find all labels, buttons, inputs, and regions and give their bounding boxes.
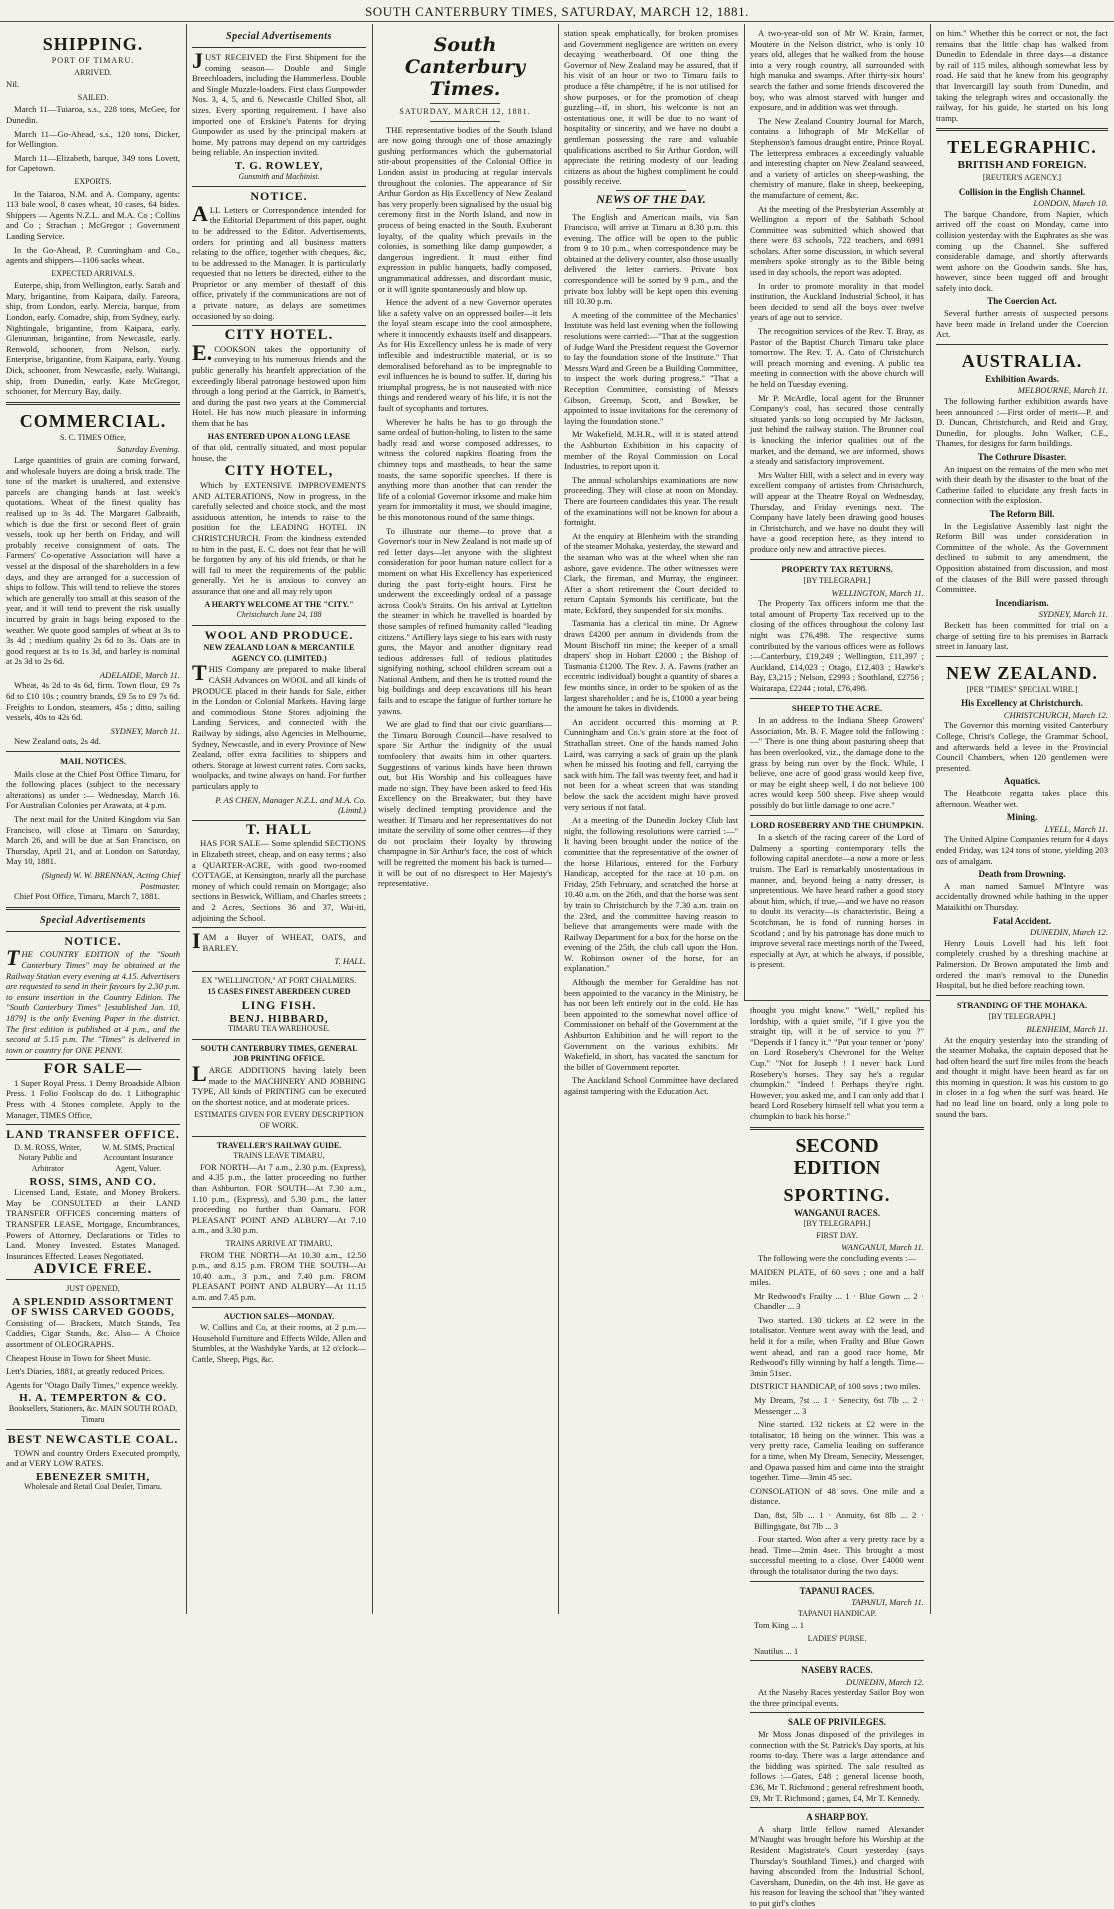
race-title: CONSOLATION of 48 sovs. One mile and a distance. bbox=[750, 1485, 924, 1507]
special-ads-heading: Special Advertisements bbox=[226, 31, 332, 42]
news-kicker: Death from Drowning. bbox=[978, 869, 1066, 880]
divider bbox=[192, 820, 366, 821]
dateline: WANGANUI, March 11. bbox=[841, 1242, 924, 1253]
lease-text: of that old, centrally situated, and most popular house, the bbox=[192, 442, 366, 463]
masthead: SOUTH CANTERBURY TIMES, SATURDAY, MARCH 12, 1881. bbox=[0, 0, 1114, 22]
divider bbox=[192, 325, 366, 326]
newcastle-heading: BEST NEWCASTLE COAL. bbox=[7, 1432, 179, 1447]
news-item: Mrs Walter Hill, with a select and in every way excellent company of artistes from Christchurch, will appear at the Theatre Royal on Wednesday, Thursday, and Friday evenings next. The Company have lately been drawing good houses in Christchurch, and we have no doubt they will have a good reception here, as they intend to produce only new and attractive pieces. bbox=[750, 469, 924, 554]
divider bbox=[192, 186, 366, 187]
divider bbox=[750, 1807, 924, 1808]
news-item: The following further exhibition awards have been announced :—First order of merit—P. and D. Duncan, Christchurch, and Reid and Gray, Dunedin, for ploughs. John Walker, C.E., Thames, for designs for farm buildings. bbox=[936, 396, 1108, 449]
dateline: LONDON, March 10. bbox=[1033, 198, 1108, 209]
race-notes: Four started. Won after a very pretty race by a head. Time—2min 4sec. This brought a most successful meeting to a close. Over £4000 went through the totalisator during the two days. bbox=[750, 1534, 924, 1576]
arrived-text: Nil. bbox=[6, 79, 20, 90]
dateline: BLENHEIM, March 11. bbox=[1026, 1023, 1108, 1034]
dateline: ADELAIDE, March 11. bbox=[99, 669, 180, 680]
dateline: DUNEDIN, March 12. bbox=[846, 1676, 924, 1687]
news-item: A meeting of the committee of the Mechanics' Institute was held last evening when the following resolutions were carried:—"That at the suggestion of Judge Ward the President request the Governor to lay the foundation stone of the Institute." That Messrs Ward and Green be a Building Committee, to inspect the work during progress." "That a Reception Committee, consisting of Messrs Gibson, Greenup, Scott, and Bowker, be appointed to issue invitations for the ceremony of laying the foundation stone." bbox=[564, 309, 738, 426]
divider bbox=[750, 1127, 924, 1130]
sheep-text: In an address to the Indiana Sheep Growers' Association, Mr. B. F. Magee told the following :—" There is one thing about pasturing sheep that has been overlooked, viz., the damage done to the grass by being run over by the flock. While, I believe, one acre of good grass would keep five, or may be eight sheep well, I do not believe 100 acres would keep 500 sheep. Five sheep would possibly do but little damage to one acre." bbox=[750, 715, 924, 810]
column-2 bbox=[186, 24, 372, 1614]
hibbard-sub: TIMARU TEA WAREHOUSE. bbox=[228, 1024, 330, 1034]
partner-left: D. M. ROSS, Writer, Notary Public and Arbitrator bbox=[14, 1142, 82, 1174]
tax-heading: PROPERTY TAX RETURNS. bbox=[781, 563, 893, 574]
tax-text: The Property Tax officers inform me that the total amount of Property Tax received up to the closing of the offices throughout the colony last night was £76,498. The respective sums contributed by the various offices were as follows :—Canterbury, £19,249 ; Wellington, £11,397 ; Auckland, £14,023 ; Otago, £12,403 ; Hawke's Bay, £3,215 ; Nelson, £2993 ; Southland, £2756 ; Wairarapa, £2244 ; total, £76,498. bbox=[750, 598, 924, 694]
city-hotel-heading: CITY HOTEL, bbox=[224, 463, 334, 480]
telegraphic-heading: TELEGRAPHIC. bbox=[947, 137, 1097, 158]
just-opened: JUST OPENED, bbox=[66, 1283, 120, 1293]
divider bbox=[6, 1124, 180, 1125]
mail-office: Chief Post Office, Timaru, March 7, 1881. bbox=[14, 891, 160, 902]
notice-heading: NOTICE. bbox=[64, 933, 122, 948]
partner-right: W. M. SIMS, Practical Accountant Insurance Agent, Valuer. bbox=[101, 1142, 175, 1174]
news-item: The recognition services of the Rev. T. Bray, as Pastor of the Baptist Church Timaru take place tomorrow. The Rev. T. A. Cato of Christchurch will preach morning and evening. A public tea meeting in connection with the above church will be held on Tuesday evening. bbox=[750, 326, 924, 389]
news-item: At the meeting of the Presbyterian Assembly at Wellington a report of the Sabbath School Committee was submitted which showed that there were 83 schools, 722 teachers, and 6991 scholars. After some discussion, in which several members spoke strongly as to the Bible being used in day schools, the report was adopted. bbox=[750, 203, 924, 278]
race-results: Nautilus ... 1 bbox=[754, 1645, 799, 1656]
divider bbox=[936, 656, 1108, 657]
cases-line: 15 CASES FINEST ABERDEEN CURED bbox=[207, 986, 351, 996]
trains-leave: TRAINS LEAVE TIMARU, bbox=[233, 1151, 325, 1161]
auction-text: W. Collins and Co, at their rooms, at 2 p.m.—Household Furniture and Effects Wilde, Allen and Stumbles, at the Washdyke Yards, at 12 o'clock—Cattle, Sheep, Pigs, &c. bbox=[192, 1322, 366, 1364]
commercial-heading: COMMERCIAL. bbox=[19, 410, 167, 431]
race-notes: Two started. 130 tickets at £2 were in the totalisator. Venture went away with the lead, and held it for a mile, when Frailty and Blue Gown went ahead, and ran a good race home, Mr Redwood's filly winning by half a length. Time—3min 51sec. bbox=[750, 1314, 924, 1378]
editorial-paragraph: To illustrate our theme—to prove that a Governor's tour in New Zealand is not made up of red letter days—let anyone with the slightest consideration for poor human nature collect for a moment on what His Excellency has experienced during the past forty-eight hours. First he underwent the exceedingly ordeal of a passage across Cook's Straits. On his arrival at Lyttelton the steamer in which he travelled is boarded by those samples of refined humanity called "leading citizens." Artillery lays siege to his ears with rusty guns, the Mayor and another dignitary read tedious addresses full of tedious platitudes signifying nothing, school children scream out a National Anthem, and then he is trotted round the big buildings and deep excavations till his heart fails and to escape the fatigue of further torture he yawns. bbox=[378, 525, 552, 716]
jobbing-text: LARGE ADDITIONS having lately been made to the MACHINERY AND JOBBING TYPE, All kinds of PRINTING can be executed on the shortest notice, and at moderate prices. bbox=[192, 1061, 366, 1107]
divider bbox=[6, 931, 180, 932]
city-hotel-text: Which by EXTENSIVE IMPROVEMENTS AND ALTERATIONS, Now in progress, in the carefully selected and choice stock, and the most assiduous attention, he intends to raise to the position for the LEADING HOTEL IN CHRISTCHURCH. From the kindness extended to him in the past, E. C. does not fear that he will be forgotten by any of his old friends, or that he will fail to meet the requirements of the public generally. Yet he is anxious to convey an assurance that one and all may rely upon bbox=[192, 479, 366, 596]
welcome-line: A HEARTY WELCOME AT THE "CITY." bbox=[204, 599, 354, 609]
divider bbox=[430, 103, 500, 104]
city-hotel-heading: CITY HOTEL. bbox=[224, 327, 334, 344]
divider bbox=[616, 208, 686, 209]
race-results: My Dream, 7st ... 1 · Senecity, 6st 7lb ... 2 · Messenger ... 3 bbox=[754, 1395, 924, 1416]
privileges-text: Mr Moss Jonas disposed of the privileges in connection with the St. Patrick's Day sports, at his rooms to-day. There was a large attendance and the bidding was spirited. The sale resulted as follows :—Gates, £48 ; general license booth, £36, Mr T. Richmond ; general refreshment booth, £9, Mr T. Richmond ; games, £4, Mr T. Kennedy. bbox=[750, 1729, 924, 1803]
naseby-text: At the Naseby Races yesterday Sailor Boy won the three principal events. bbox=[750, 1687, 924, 1708]
news-item: Henry Louis Lovell had his left foot completely crushed by a threshing machine at Palmerston. Dr Brown amputated the limb and ordered the man's removal to the Dunedin Hospital, but he died before reaching town. bbox=[936, 937, 1108, 991]
mail-signature: (Signed) W. W. BRENNAN, Acting Chief Postmaster. bbox=[41, 869, 180, 891]
arrive-text: FROM THE NORTH—At 10.30 a.m., 12.50 p.m., and 8.15 p.m. FROM THE SOUTH—At 10.40 a.m., 3 p.m., and 7.40 p.m. FROM PLEASANT POINT AND ALBURY—At 11.15 a.m. and 7.45 p.m. bbox=[192, 1249, 366, 1302]
hall-signature: T. HALL. bbox=[334, 956, 366, 967]
news-item: In order to promote morality in that model institution, the Auckland Industrial School, it has been decided to send all the boys over twelve years of age out to service. bbox=[750, 280, 924, 323]
column-3 bbox=[372, 24, 558, 1614]
exports-item: In the Taiaroa, N.M. and A. Company, agents: 113 bale wool, 8 cases wheat, 10 cases, 64 hides. Shippers — Agents N.Z.L. and M.A. Co ; Collins and Co ; Strachan ; McGregor ; Government Landing Service. bbox=[6, 188, 180, 241]
sydney-text: New Zealand oats, 2s 4d. bbox=[14, 736, 101, 747]
welcome-sub: Christchurch June 24, 188 bbox=[236, 610, 322, 620]
newcastle-text: TOWN and country Orders Executed promptly, and at VERY LOW RATES. bbox=[6, 1447, 180, 1469]
wool-heading: WOOL AND PRODUCE. bbox=[204, 627, 354, 642]
dateline: WELLINGTON, March 11. bbox=[831, 587, 924, 598]
assortment-text: Consisting of— Brackets, Match Stands, Tea Caddies, Cigar Stands, &c. Also— A Choice assortment of OLEOGRAPHS. bbox=[6, 1317, 180, 1349]
divider bbox=[750, 1660, 924, 1661]
sailed-item: March 11—Tuiaroa, s.s., 228 tons, McGee, for Dunedin. bbox=[6, 104, 180, 125]
mail-heading: MAIL NOTICES. bbox=[60, 756, 126, 767]
for-sale-heading: FOR SALE— bbox=[43, 1061, 143, 1078]
stranding-text: At the enquiry yesterday into the stranding of the steamer Mohaka, the captain deposed that he had often heard the surf fire miles from the beach and thought it might have been heard as far on this morning in question. It was his custom to go in closer in a fog when the surf was heard. He had no lead line on board, only a long pole to sound the bars. bbox=[936, 1034, 1108, 1119]
hall-text: HAS FOR SALE— Some splendid SECTIONS in Elizabeth street, cheap, and on easy terms ; also a QUARTER-ACRE, with good two-roomed COTTAGE, at Kensington, nearly all the purchase money of which could remain on Mortgage; also sections in Beswick, William, and Charles streets ; and 2 Acres, Sections 36 and 37, Wai-iti, adjoining the School. bbox=[192, 838, 366, 923]
race-text: The following were the concluding events :— bbox=[758, 1252, 916, 1263]
reuter-agency: [REUTER'S AGENCY.] bbox=[982, 172, 1062, 182]
dateline: DUNEDIN, March 12. bbox=[1030, 927, 1108, 938]
privileges-heading: SALE OF PRIVILEGES. bbox=[788, 1717, 886, 1728]
divider bbox=[192, 47, 366, 48]
news-item: The New Zealand Country Journal for March, contains a lithograph of Mr McKellar of Stephenson's famous draught entire, Prince Royal. The letterpress embraces a exceedingly valuable and interesting chapter on New Zealand seaweed, and a variety of articles on sheep-washing, the chemistry of manure, flake in sheep, beekeeping, the manufacture of cement, &c. bbox=[750, 115, 924, 200]
smith-name: EBENEZER SMITH, bbox=[35, 1470, 151, 1483]
railway-heading: TRAVELLER'S RAILWAY GUIDE. bbox=[216, 1140, 342, 1150]
rowley-text: JUST RECEIVED the First Shipment for the coming season— Double and Single Breechloaders, including the Hammerless. Double and Single Muzzle-loaders. First class Gunpowder Nos. 3, 4, 5, and 6. Newcastle Chilled Shot, all sizes. Every sporting requirement. I have also imported one of Erskine's Patents for drying Gunpowder as used by the principal makers at home. My patrons may depend on my cartridges being reliable. An inspection invited. bbox=[192, 48, 366, 158]
letts-diaries: Lett's Diaries, 1881, at greatly reduced Prices. bbox=[6, 1366, 165, 1377]
race-title: LADIES' PURSE. bbox=[807, 1633, 867, 1643]
sporting-heading: SPORTING. bbox=[783, 1184, 891, 1205]
dateline: LYELL, March 11. bbox=[1044, 823, 1108, 834]
news-item: A man named Samuel M'Intyre was accidentally drowned while bathing in the upper Mataikithi on Thursday. bbox=[936, 880, 1108, 912]
race-title: DISTRICT HANDICAP, of 100 sovs ; two miles. bbox=[750, 1381, 921, 1392]
news-item: Mr P. McArdle, local agent for the Brunner Company's coal, has secured those centrally situated yards so long occupied by Mr Jackson, just behind the railway station. The Brunner coal is knocking the inferior qualities out of the market, and the demand, we are informed, shows a steady and satisfactory improvement. bbox=[750, 392, 924, 467]
news-item: The United Alpine Companies return for 4 days ended Friday, was 124 tons of stone, yielding 203 ozs of amalgam. bbox=[936, 834, 1108, 866]
race-notes: Nine started. 132 tickets at £2 were in the totalisator, 18 being on the winner. This was a very pretty race, Camelia leading on sufferance for a time, when My Dream, Senecity, Messenger, and Opawa passed him and came into the straight together. Time—3min 45 sec. bbox=[750, 1419, 924, 1483]
divider bbox=[750, 559, 924, 560]
news-item: The Auckland School Committee have declared against tampering with the Education Act. bbox=[564, 1075, 738, 1096]
dateline: SYDNEY, March 11. bbox=[110, 725, 180, 736]
auction-heading: AUCTION SALES—MONDAY. bbox=[223, 1311, 335, 1321]
sharp-boy-text: A sharp little fellow named Alexander M'Naught was brought before his Worship at the Resident Magistrate's Court yesterday (says Thursday's Southland Times,) and charged with having absconded from the Industrial School, Caversham, Dunedin, on the 4th inst. He gave as his reason for leaving the school that "they wanted to put girl's clothes bbox=[750, 1823, 924, 1908]
divider bbox=[6, 1279, 180, 1280]
column-4 bbox=[558, 24, 744, 1614]
jobbing-heading: SOUTH CANTERBURY TIMES, GENERAL JOB PRINTING OFFICE. bbox=[200, 1043, 358, 1064]
divider bbox=[750, 1712, 924, 1713]
news-item: on him." Whether this be correct or not, the fact remains that the little chap has walked from Dunedin to Edendale in three days—a distance by rail of 115 miles, although somewhat less by road. He said that he knew from his geography that Invercargill lay south from Dunedin, and taking the telegraph wires and occasionally the railway, for his guide, he started on his long tramp. bbox=[936, 28, 1108, 123]
race-title: MAIDEN PLATE, of 60 sovs ; one and a half miles. bbox=[750, 1266, 924, 1288]
news-kicker: The Cothrure Disaster. bbox=[977, 452, 1067, 462]
news-kicker: Aquatics. bbox=[1003, 776, 1041, 787]
dateline: SYDNEY, March 11. bbox=[1038, 609, 1108, 620]
news-item: The annual scholarships examinations are now proceeding. They will close at noon on Monday. There are fourteen candidates this year. The result of the examinations will not be known for about a fortnight. bbox=[564, 474, 738, 528]
editorial-paragraph: THE representative bodies of the South Island are now going through one of those amazingly gushing performances which the gubernatorial stir-about propensities of the Colonial Office in London assist in producing at regular intervals throughout the colonies. The appearance of Sir Arthur Gordon as His Excellency of New Zealand has very properly been signalised by the usual big ceremony first in the North Island, and now in process of being enacted in the South. Exuberant loyalty, of the quality which prevails in the colonies, is something like damp gunpowder, a dangerous ingredient. It must either find expression in public banquets, badly composed, ungrammatical addresses, and discordant music, or it will ignite spontaneously and blow up. bbox=[378, 124, 552, 294]
divider bbox=[192, 1039, 366, 1040]
otago-agents: Agents for "Otago Daily Times," expence weekly. bbox=[6, 1379, 179, 1390]
mail-text: Mails close at the Chief Post Office Timaru, for the following places (subject to the necessary alterations) as under :— Wednesday, March 16. For Australian Colonies per Arawata, at 4 p.m. bbox=[6, 768, 180, 811]
cookson-text: E.COOKSON takes the opportunity of conveying to his numerous friends and the public generally his heartfelt appreciation of the exceedingly liberal patronage bestowed upon him through a long period at the Garrick, in Barnett's, and during the past two years at the Commercial Hotel. He has now much pleasure in informing them that he has bbox=[192, 339, 366, 428]
land-transfer-heading: LAND TRANSFER OFFICE. bbox=[6, 1127, 180, 1142]
divider bbox=[6, 402, 180, 405]
editorial-paragraph: We are glad to find that our civic guardians—the Timaru Borough Council—have resolved to spare Sir Arthur the indignity of the usual tomfoolery that awaits him in other quarters. Suggestions of various kinds have been thrown out, but His Worship and his colleagues have made no sign. They have been asked to feed His Excellency on the Breakwater, but they have wisely declined tempting providence and the weather. If Timaru and her representatives do not imitate the servility of some other centres—if they do not proclaim their loyalty by throwing champagne in Sir Arthur's face, the cost of which will be regretted the moment his back is turned—it will be out of no disrespect to Her Majesty's representative. bbox=[378, 719, 552, 889]
news-item: The barque Chandore, from Napier, which arrived off the coast on Monday, came into collision yesterday with the Euphrates as she was coming up the Channel. She suffered considerable damage, and shortly afterwards went ashore on the Goodwin sands. She has, however, since been tugged off and brought safely into dock. bbox=[936, 208, 1108, 293]
divider bbox=[192, 971, 366, 972]
news-kicker: Mining. bbox=[1006, 812, 1038, 823]
paper-nameplate: South Canterbury Times. bbox=[404, 34, 526, 100]
news-kicker: Fatal Accident. bbox=[993, 915, 1051, 926]
news-item: Several further arrests of suspected persons have been made in Ireland under the Coercion Act. bbox=[936, 308, 1108, 340]
port-heading: PORT OF TIMARU. bbox=[51, 56, 135, 65]
race-results: Tom King ... 1 bbox=[754, 1620, 805, 1631]
shipping-heading: SHIPPING. bbox=[42, 34, 144, 54]
notice-heading: NOTICE. bbox=[250, 189, 308, 204]
column-5-lower bbox=[744, 1000, 930, 1908]
news-kicker: The Coercion Act. bbox=[987, 296, 1057, 307]
nzl-heading: NEW ZEALAND LOAN & MERCANTILE AGENCY CO. (LIMITED.) bbox=[203, 643, 355, 663]
divider bbox=[750, 1581, 924, 1582]
sailed-item: March 11—Go-Ahead, s.s., 120 tons, Dicker, for Wellington. bbox=[6, 128, 180, 150]
temperton-sub: Booksellers, Stationers, &c. MAIN SOUTH ROAD, Timaru bbox=[8, 1403, 178, 1424]
sharp-boy-heading: A SHARP BOY. bbox=[806, 1812, 868, 1823]
trains-arrive: TRAINS ARRIVE AT TIMARU, bbox=[225, 1238, 333, 1248]
dateline: MELBOURNE, March 11. bbox=[1017, 385, 1108, 396]
leave-text: FOR NORTH—At 7 a.m., 2.30 p.m. (Express), and 4.35 p.m., the latter proceeding no further than Ashburton. FOR SOUTH—At 7.30 a.m., 1.10 p.m., (Express), and 5.30 p.m., the latter proceeding no further than Oamaru. FOR PLEASANT POINT AND ALBURY—At 7.10 a.m., and 3.30 p.m. bbox=[192, 1161, 366, 1236]
nzl-signature: P. AS CHEN, Manager N.Z.L. and M.A. Co. (Limtd.) bbox=[215, 794, 366, 816]
news-item: An inquest on the remains of the men who met with their death by the disaster to the boat of the Catherine failed to elucidate any fresh facts in connection with the explosion. bbox=[936, 463, 1108, 506]
race-results: Dan, 8st, 5lb ... 1 · Annuity, 6st 8lb ... 2 · Billingsgate, 8st 7lb ... 3 bbox=[754, 1509, 924, 1531]
divider bbox=[936, 995, 1108, 996]
rosebery-text: In a sketch of the racing career of the Lord of Dalmeny a sporting contemporary tells the following capital anecdote—a now a more or less truism. The Earl is remarkably unostentatious in manner, and, beyond being a natty dresser, is unpretentious. We have heard rather a good story about him, which, if true,—and we have no reason to doubt its veracity—is characteristic. Being a Scotchman, he is fond of running horses in Scotland ; and by his patronage has done much to improve several race meetings north of the Tweed, especially at Ayr, at which he always, if possible, is present. bbox=[750, 832, 924, 970]
sailed-item: March 11—Elizabeth, barque, 349 tons Lovett, for Capetown. bbox=[6, 152, 180, 174]
news-kicker: His Excellency at Christchurch. bbox=[961, 698, 1083, 709]
land-text: Licensed Land, Estate, and Money Brokers. May be CONSULTED at their LAND TRANSFER OFFICES concerning matters of TRANSFER LEASE, Mortgage, Encumbrances, Powers of Attorney, Declarations or Titles to Land. Money Invested. Estates Managed. Insurances Effected. Leases Negotiated. bbox=[6, 1187, 180, 1261]
tapanui-heading: TAPANUI RACES. bbox=[799, 1585, 875, 1596]
naseby-heading: NASEBY RACES. bbox=[801, 1665, 873, 1676]
news-item: At the enquiry at Blenheim with the stranding of the steamer Mohaka, yesterday, the steward and the seaman who was at the wheel when she ran ashore, gave evidence. The other witnesses were Clark, the fireman, and Murray, the engineer. After a short retirement the Court decided to return Captain Symonds his certificate, but the mate, Eckford, they suspended for six months. bbox=[564, 530, 738, 615]
news-kicker: Exhibition Awards. bbox=[985, 373, 1059, 384]
news-item: The Heathcote regatta takes place this afternoon. Weather wet. bbox=[936, 788, 1108, 809]
wanganui-heading: WANGANUI RACES. bbox=[793, 1207, 880, 1218]
divider bbox=[936, 128, 1108, 131]
expected-label: EXPECTED ARRIVALS. bbox=[51, 268, 135, 278]
divider bbox=[192, 927, 366, 928]
news-kicker: The Reform Bill. bbox=[989, 508, 1055, 519]
rosebery-continuation: thought you might know." "Well," replied his lordship, with a quiet smile, "if I give you the straight tip, will it be of service to you ?" "Depends if I fancy it." "Put your tenner or 'pony' on Lord Rosebery's Chevronel for the Welter Cup." "Not for Joseph ! I never back Lord Rosebery's horses. They say he's a regular chumpkin." "Indeed ! Perhaps they're right. However, you asked me, and I can only add that I heard Lord Rosebery himself tell what you term a chumpkin to back his horse." bbox=[750, 1005, 924, 1121]
divider bbox=[6, 1429, 180, 1430]
divider bbox=[192, 1136, 366, 1137]
editorial-paragraph: Hence the advent of a new Governor operates like a safety valve on an oppressed boiler—it lets the loyal steam escape into the cool atmosphere, where it innocently exhausts itself and disappears. As for His Excellency unless he is made of very inflexible and indestructible material, or is so demoralised beforehand as to be impregnable to evil influences he is bound to suffer. If, during his triumphal progress, he is not nauseated with nice things and rendered weary of his life, it is not the fault of sycophants and tortures. bbox=[378, 297, 552, 414]
expected-text: Euterpe, ship, from Wellington, early. Sarah and Mary, brigantine, from Kaipara, daily. Fareora, ship, from London, early. Mercia, barque, from London, early. Comadre, ship, from Sydney, early. Nightingale, brigantine, from Kaipara, early. Glenunman, brigantine, from Newcastle, early. Renwold, schooner, from Nelson, early. Enterprise, brigantine, from Kaipara, early. Young Dick, schooner, from Newcastle, early. Waitangi, ship, from Dunedin, early. Kate McGregor, schooner, for Mercury Bay, daily. bbox=[6, 280, 180, 397]
adelaide-text: Wheat, 4s 2d to 4s 6d, firm. Town flour, £9 7s 6d to £10 10s ; country brands, £9 5s to £9 7s 6d. Freights to London, steamers, 45s ; ditto, sailing vessels, 40s to 42s 6d. bbox=[6, 680, 180, 723]
exports-item: In the Go-Ahead, P. Cunningham and Co., agents and shippers—1106 sacks wheat. bbox=[6, 244, 180, 266]
by-telegraph: [BY TELEGRAPH.] bbox=[803, 576, 871, 586]
editorial-paragraph: Wherever he halts he has to go through the same ordeal of button-holing, to listen to the same badly read and worse composed addresses, to witness the colored napkins floating from the chimney tops and mastheads, to hear the same toasts, the same soporific speeches. If there is anything more than another that can render the life of a colonial Governor irksome and make him yearn for immortality it must, we should imagine, be this monotonous round of the same things. bbox=[378, 416, 552, 522]
news-item: Although the member for Geraldine has not been appointed to the vacancy in the Ministry, he has not been left entirely out in the cold. He has been appointed to the somewhat novel office of Commissioner on behalf of the Government at the Ashburton Exhibition and he will report to the Government on the various exhibits. Mr Wakefield, in short, has vacated the sanctum for the billet of Government reporter. bbox=[564, 977, 738, 1072]
second-edition-heading: SECOND EDITION bbox=[793, 1134, 881, 1179]
divider bbox=[192, 625, 366, 626]
arrived-label: ARRIVED. bbox=[74, 67, 112, 77]
news-item: Mr Wakefield, M.H.R., will it is stated attend the Ashburton Exhibition in his capacity of member of the Royal Commission on Local Industries, to report upon it. bbox=[564, 429, 738, 472]
rowley-sub: Gunsmith and Machinist. bbox=[238, 171, 320, 181]
editorial-date: SATURDAY, MARCH 12, 1881. bbox=[399, 107, 531, 116]
hibbard-name: BENJ. HIBBARD, bbox=[229, 1012, 329, 1025]
special-wire: [PER "TIMES" SPECIAL WIRE.] bbox=[966, 684, 1078, 694]
notice-text: ALL Letters or Correspondence intended for the Editorial Department of this paper, ought to be addressed to the Editor. Advertisements, orders for printing and all business matters relating to the office, together with cheques, &c, to be addressed to the Manager. It is particularly requested that no letters be directed, either to the Proprietor or any member of thestaff of this office, privately if the communications are not of a private nature, as delays are sometimes occasioned by so doing. bbox=[192, 200, 366, 321]
land-firm-name: ROSS, SIMS, AND CO. bbox=[29, 1175, 157, 1188]
divider bbox=[936, 344, 1108, 345]
special-ads-heading: Special Advertisements bbox=[40, 914, 146, 926]
mail-text: The next mail for the United Kingdom via San Francisco, will close at Timaru on Saturday, March 26, and will be due at San Francisco, on Thursday, April 21, and at London on Saturday, May 10, 1881. bbox=[6, 814, 180, 867]
office-line: S. C. TIMES Office, bbox=[60, 432, 126, 442]
nzl-text: THIS Company are prepared to make liberal CASH Advances on WOOL and all kinds of PRODUCE placed in their hands for Sale, either in the London or Colonial Markets. Having large and commodious Stone Stores adjoining the Landing Services, and connected with the Railway by sidings, also Agencies in Melbourne, Sydney, Newcastle, and in every Province of New Zealand, offer extra facilities to shippers and others. Storage at lowest current rates. Corn sacks, woolpacks, and twine always on hand. For further particulars apply to bbox=[192, 660, 366, 791]
divider bbox=[6, 1059, 180, 1060]
assortment-heading: A SPLENDID ASSORTMENT OF SWISS CARVED GOODS, bbox=[11, 1295, 175, 1319]
advice-free: ADVICE FREE. bbox=[33, 1261, 153, 1278]
divider bbox=[430, 121, 500, 122]
news-item: In the Legislative Assembly last night the Reform Bill was under consideration in Committee of the whole. As the Government declined to submit to any amendment, the Opposition abstained from discussion, and most of the clauses of the Bill were passed through Committee. bbox=[936, 520, 1108, 595]
news-heading: NEWS OF THE DAY. bbox=[596, 191, 706, 206]
column-1 bbox=[0, 24, 186, 1614]
australia-heading: AUSTRALIA. bbox=[961, 350, 1083, 371]
temperton-name: H. A. TEMPERTON & CO. bbox=[19, 1392, 167, 1405]
news-item: A two-year-old son of Mr W. Krain, farmer, Moutere in the Nelson district, who is only 10 years old, alleges that he walked from the house into a very rough country, all surrounded with high manuka and swamps. After thirty-six hours' search the father and some friends discovered the boy, who was almost starved with hunger and exposure, and in addition was wet through. bbox=[750, 28, 924, 113]
editorial-continuation: station speak emphatically, for broken promises and Government negligence are written on every decaying weatherboard. Of one thing the Governor of New Zealand may be assured, that if his visit of an hour or two to Timaru fails to produce a fête champêtre, if he is not utilised for show purposes, or for the promotion of cheap guzzling—if, in short, his welcome is not an ostentatious one, it will be due to no want of hospitality or sincerity, and we have no doubt a gentleman possessing the rare and valuable qualifications ascribed to Sir Arthur Gordon, will appreciate the retiring modesty of our leading citizens as about the highest compliment he could possibly receive. bbox=[564, 28, 738, 187]
by-telegraph: [BY TELEGRAPH.] bbox=[988, 1012, 1056, 1022]
dateline: Saturday Evening. bbox=[116, 444, 180, 455]
sailed-label: SAILED. bbox=[77, 92, 109, 102]
first-day: FIRST DAY. bbox=[816, 1230, 858, 1240]
british-heading: BRITISH AND FOREIGN. bbox=[957, 159, 1087, 172]
smith-sub: Wholesale and Retail Coal Dealer, Timaru. bbox=[24, 1482, 162, 1492]
news-kicker: Collision in the English Channel. bbox=[958, 186, 1086, 197]
race-results: Mr Redwood's Frailty ... 1 · Blue Gown ... 2 · Chandler ... 3 bbox=[754, 1290, 924, 1312]
sheep-heading: SHEEP TO THE ACRE. bbox=[791, 702, 883, 713]
divider bbox=[750, 815, 924, 816]
rosebery-heading: LORD ROSEBERRY AND THE CHUMPKIN. bbox=[750, 819, 924, 830]
rowley-name: T. G. ROWLEY, bbox=[234, 159, 324, 172]
column-6 bbox=[930, 24, 1114, 1614]
divider bbox=[6, 751, 180, 752]
divider bbox=[616, 190, 686, 191]
news-item: At a meeting of the Dunedin Jockey Club last night, the following resolutions were carried :—" It having been brought under the notice of the committee that the representative of the owner of the horse Hilarious, entered for the Forbury Handicap, accepted for the race at 10 p.m. on Friday, 25th February, and scratched the horse at 10.40 a.m. on the 26th, and that the horse was sent by train to Christchurch by the 7.30 a.m. train on the 23rd, and the committee having reason to believe that arrangements were made with the Railway Department for a box for the horse on the evening of the 25th, the club call upon the Hon. W. Robinson owner of the horse, for an explanation." bbox=[564, 815, 738, 974]
wellington-line: EX "WELLINGTON," AT FORT CHALMERS. bbox=[201, 975, 357, 985]
divider bbox=[750, 698, 924, 699]
exports-label: EXPORTS. bbox=[74, 176, 112, 186]
news-kicker: Incendiarism. bbox=[995, 597, 1049, 608]
ling-heading: LING FISH. bbox=[241, 998, 317, 1013]
divider bbox=[6, 907, 180, 910]
race-title: TAPANUI HANDICAP. bbox=[797, 1608, 877, 1618]
news-item: Beckett has been committed for trial on a charge of setting fire to his premises in Barrack street in January last. bbox=[936, 619, 1108, 652]
new-zealand-heading: NEW ZEALAND. bbox=[946, 662, 1098, 683]
hall-buyer: IAM a Buyer of WHEAT, OATS, and BARLEY. bbox=[192, 928, 366, 954]
estimates-line: ESTIMATES GIVEN FOR EVERY DESCRIPTION OF WORK. bbox=[194, 1110, 364, 1131]
dateline: TAPANUI, March 11. bbox=[851, 1597, 924, 1608]
news-item: Tasmania has a clerical tin mine. Dr Agnew draws £4200 per annum in dividends from the Mount Bischoff tin mine; the keeper of a small drapers' shop in Hobart £2000 ; the Bishop of Tasmania £1200. The Rev. J. A. Fawns (rather an eccentric individual) bought a quantity of shares a few months since, in order to be spoken of as the largest shareholder ; and he is, £1000 a year being the amount he takes in dividends. bbox=[564, 618, 738, 714]
by-telegraph: [BY TELEGRAPH.] bbox=[803, 1219, 871, 1229]
divider bbox=[192, 1307, 366, 1308]
news-item: The Governor this morning visited Canterbury College, Christ's College, the Grammar School, and afterwards held a levee in the Provincial Council Chambers, when 120 gentlemen were presented. bbox=[936, 720, 1108, 773]
sheet-music: Cheapest House in Town for Sheet Music. bbox=[6, 1352, 152, 1363]
news-item: The English and American mails, via San Francisco, will arrive at Timaru at 8.30 p.m. this evening. The office will be open to the public from 9 to 10 p.m., when correspondence may be obtained at the delivery counter, also those usually delivered the letter carriers. Private box correspondence will be sorted by 9 p.m., and the private box lobby will be kept open this evening till 10.30 p.m. bbox=[564, 211, 738, 307]
dateline: CHRISTCHURCH, March 12. bbox=[1003, 709, 1108, 720]
commercial-text: Large quantities of grain are coming forward, and wholesale buyers are doing a brisk trade. The tone of the market is unaltered, and extensive parcels are changing hands at last week's quotations. Wheat of the finest quality has realised up to 3s 4d. The Margaret Galbraith, which is due the first or second fleet of grain vessels, took up her berth on Friday, and will probably receive consignment of oats. The Farmers' Co-operative Association will have a vessel at the disposal of the shareholders in a few days, and they are arranged for a succession of ships to follow. This will tend to relieve the stores which are generally too small at this season of the year, and it will tend to prevent the risk usually incurred by grain in bags being exposed to the weather. We quote good samples of wheat at 3s to 3s 4d ; medium quality 2s 6d to 3s. Oats are in good request at 1s to 1s 3d, and barley is nominal at 2s 3d to 2s 6d. bbox=[6, 455, 180, 667]
notice-text: THE COUNTRY EDITION of the "South Canterbury Times" may be obtained at the Railway Station every evening at 4.15. Advertisers are requested to send in their favours by 2.30 p.m. to ensure insertion in the Country Edition. The "South Canterbury Times" [established Jan. 10, 1879] is the only Evening Paper in the district. The first edition is published at 4 p.m., and the second at 5.15 p.m. The "Times" is delivered in town or country for ONE PENNY. bbox=[6, 945, 180, 1055]
lease-line: HAS ENTERED UPON A LONG LEASE bbox=[207, 431, 351, 441]
news-item: An accident occurred this morning at P. Cunningham and Co.'s grain store at the foot of Strathallan street. One of the hands named John Laird, was carrying a sack of grain up the plank when he missed his footing and fell, carrying the sack with him. The fall was twenty feet, and had it not been for a wheat screen that was standing below the sack the accident might have proved very serious if not fatal. bbox=[564, 716, 738, 812]
hall-heading: T. HALL bbox=[246, 821, 312, 838]
stranding-heading: STRANDING OF THE MOHAKA. bbox=[956, 999, 1088, 1010]
land-partners bbox=[6, 1143, 180, 1175]
for-sale-items: 1 Super Royal Press. 1 Demy Broadside Albion Press. 1 Folio Foolscap do do. 1 Lithographic Press with 4 Stones complete. Apply to the Manager, TIMES Office, bbox=[6, 1077, 180, 1120]
